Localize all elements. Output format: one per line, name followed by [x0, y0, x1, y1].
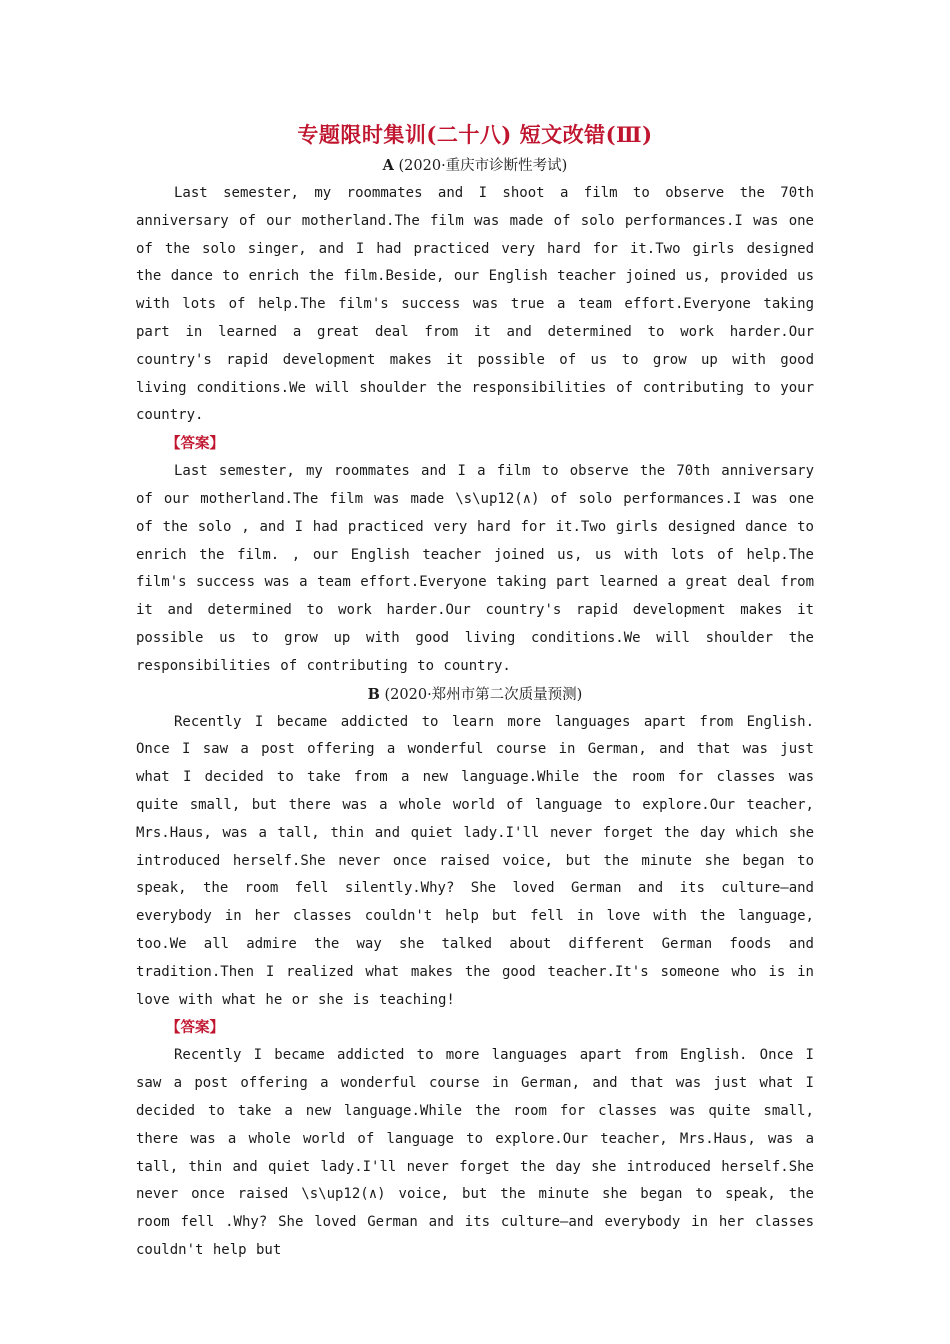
section-b-passage: Recently I became addicted to learn more languages apart from English. Once I saw a post offering a wonderful course in German, and that was just what I decided to take from a new language.While the room for classes was quite small, but there was a whole world of language to explore.Our teacher, Mrs.Haus, was a tall, thin and quiet lady.I'll never forget the day which she introduced herself.She never once raised voice, but the minute she began to speak, the room fell silently.Why? She loved German and its culture—and everybody in her classes couldn't help but fell in love with the language, too.We all admire the way she talked about different German foods and tradition.Then I realized what makes the good teacher.It's someone who is in love with what he or she is teaching!: [136, 713, 814, 1008]
section-b-answer-label: 【答案】: [166, 1019, 224, 1037]
section-a-heading: [136, 152, 814, 180]
section-a-letter: A: [382, 157, 394, 174]
document-page: [136, 118, 814, 1265]
section-b-source: (2020·郑州市第二次质量预测): [384, 686, 583, 703]
page-title: 专题限时集训(二十八) 短文改错(Ⅲ): [297, 122, 653, 147]
section-a-answer: Last semester, my roommates and I a film to observe the 70th anniversary of our motherland.The film was made \s\up12(∧) of solo performances.I was one of the solo , and I had practiced very hard for it.Two girls designed dance to enrich the film. , our English teacher joined us, us with lots of help.The film's success was a team effort.Everyone taking part learned a great deal from it and determined to work harder.Our country's rapid development makes it possible us to grow up with good living conditions.We will shoulder the responsibilities of contributing to country.: [136, 463, 814, 674]
section-a-passage: Last semester, my roommates and I shoot a film to observe the 70th anniversary of our motherland.The film was made of solo performances.I was one of the solo singer, and I had practiced very hard for it.Two girls designed the dance to enrich the film.Beside, our English teacher joined us, provided us with lots of help.The film's success was true a team effort.Everyone taking part in learned a great deal from it and determined to work harder.Our country's rapid development makes it possible of us to grow up with good living conditions.We will shoulder the responsibilities of contributing to your country.: [136, 185, 814, 424]
section-a-answer-label: 【答案】: [166, 435, 224, 453]
section-a-source: (2020·重庆市诊断性考试): [398, 158, 568, 174]
section-b-letter: B: [367, 685, 380, 703]
section-b-answer: Recently I became addicted to more languages apart from English. Once I saw a post offering a wonderful course in German, and that was just what I decided to take a new language.While the room for classes was quite small, there was a whole world of language to explore.Our teacher, Mrs.Haus, was a tall, thin and quiet lady.I'll never forget the day she introduced herself.She never once raised \s\up12(∧) voice, but the minute she began to speak, the room fell .Why? She loved German and its culture—and everybody in her classes couldn't help but: [136, 1047, 814, 1258]
section-b-heading: [136, 681, 814, 709]
